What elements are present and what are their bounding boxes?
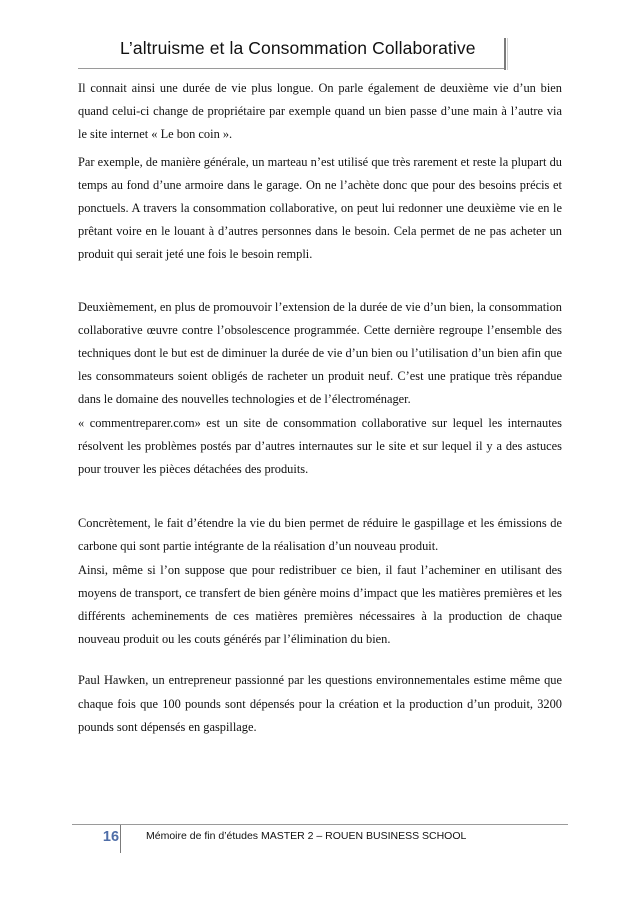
footer-divider xyxy=(120,825,121,853)
page-number: 16 xyxy=(102,829,120,845)
paragraph-ainsi-transport: Ainsi, même si l’on suppose que pour redistribuer ce bien, il faut l’acheminer en utilisant des moyens de transport, ce transfert de bien génère moins d’impact que les matières premières et les différents acheminements de ces matières premières nécessaires à la production de chaque nouveau produit ou les couts générés par l’élimination du bien. xyxy=(78,562,562,647)
header-divider-shadow xyxy=(507,38,508,70)
header-rule xyxy=(78,68,504,69)
header-title: L’altruisme et la Consommation Collaborative xyxy=(120,38,476,58)
page-body xyxy=(78,77,562,739)
paragraph-obsolescence: Deuxièmement, en plus de promouvoir l’extension de la durée de vie d’un bien, la consommation collaborative œuvre contre l’obsolescence programmée. Cette dernière regroupe l’ensemble des techniques dont le but est de diminuer la durée de vie d’un bien ou l’utilisation d’un bien afin que les consommateurs soient obligés de racheter un produit neuf. C’est une pratique très répandue dans le domaine des nouvelles technologies et de l’électroménager. xyxy=(78,299,562,407)
page-footer xyxy=(72,824,568,864)
paragraph-concretement: Concrètement, le fait d’étendre la vie du bien permet de réduire le gaspillage et les émissions de carbone qui sont partie intégrante de la réalisation d’un nouveau produit. xyxy=(78,516,562,554)
header-divider xyxy=(504,38,506,70)
footer-rule xyxy=(72,824,568,825)
paragraph-paul-hawken: Paul Hawken, un entrepreneur passionné par les questions environnementales estime même que chaque fois que 100 pounds sont dépensés pour la création et la production d’un produit, 3200 pounds sont dépensés en gaspillage. xyxy=(78,673,562,734)
paragraph-commentreparer: « commentreparer.com» est un site de consommation collaborative sur lequel les internautes résolvent les problèmes postés par d’autres internautes sur le site et sur lequel il y a des astuces pour trouver les pièces détachées des produits. xyxy=(78,415,562,477)
page-header xyxy=(78,34,510,74)
paragraph-marteau-exemple: Par exemple, de manière générale, un marteau n’est utilisé que très rarement et reste la plupart du temps au fond d’une armoire dans le garage. On ne l’achète donc que pour des besoins précis et ponctuels. A travers la consommation collaborative, on peut lui redonner une deuxième vie en le prêtant voire en le louant à d’autres personnes dans le besoin. Cela permet de ne pas acheter un produit qui serait jeté une fois le besoin rempli. xyxy=(78,154,562,262)
paragraph-durée-de-vie: Il connait ainsi une durée de vie plus longue. On parle également de deuxième vie d’un bien quand celui-ci change de propriétaire par exemple quand un bien passe d’une main à l’autre via le site internet « Le bon coin ». xyxy=(78,81,562,142)
footer-text: Mémoire de fin d’études MASTER 2 – ROUEN BUSINESS SCHOOL xyxy=(146,830,467,842)
